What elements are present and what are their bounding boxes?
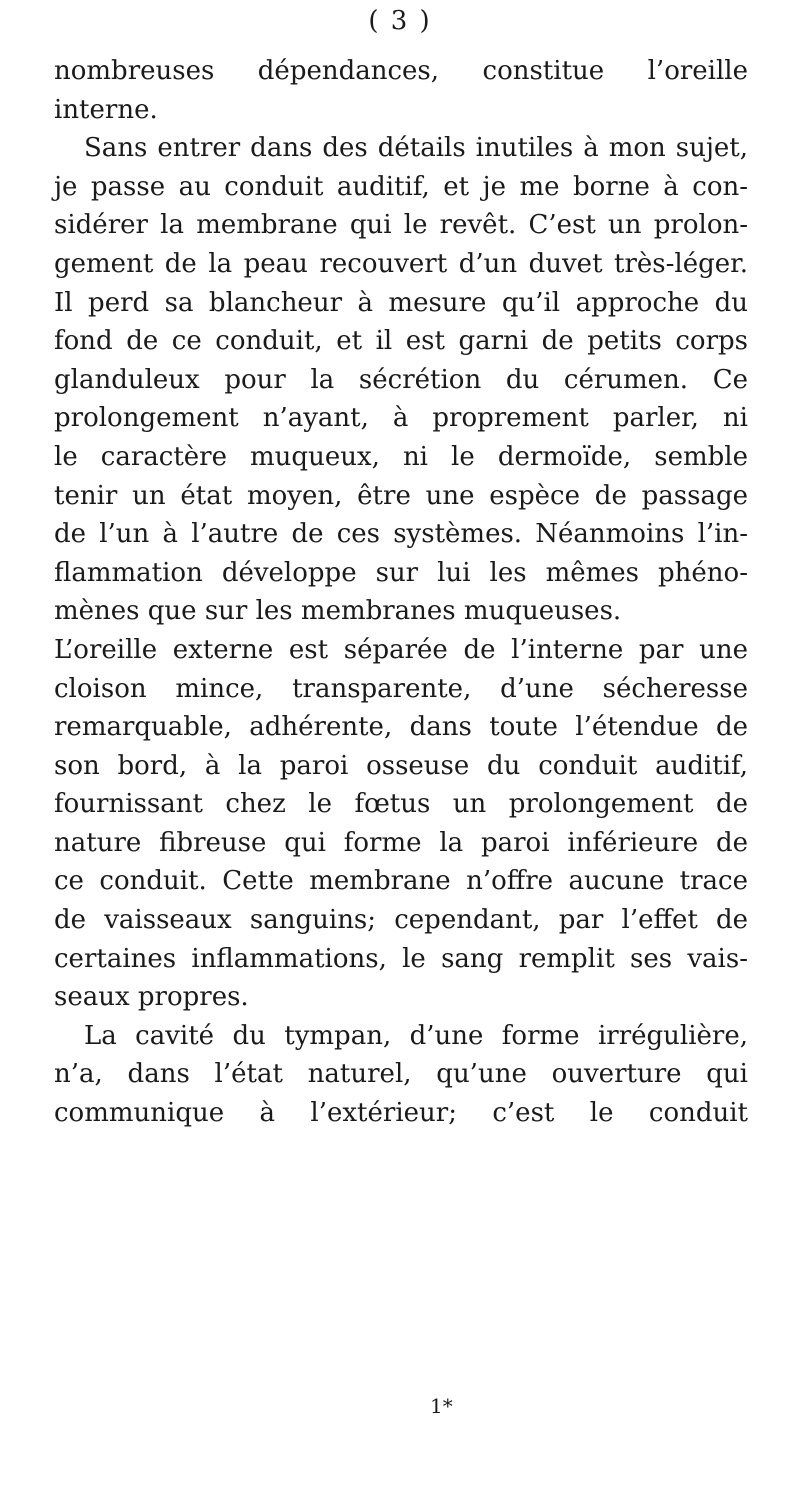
- text-line: glanduleux pour la sécrétion du cérumen. Ce: [54, 364, 748, 395]
- text-line: de l’un à l’autre de ces systèmes. Néanmoins l’in-: [54, 519, 748, 550]
- text-line: prolongement n’ayant, à proprement parler, ni: [54, 403, 748, 434]
- text-line: nombreuses dépendances, constitue l’oreille: [54, 56, 748, 86]
- page-number: ( 3 ): [368, 6, 432, 36]
- text-line: mènes que sur les membranes muqueuses.: [54, 596, 622, 627]
- paragraph-start-line: Sans entrer dans des détails inutiles à mon sujet,: [84, 133, 748, 164]
- text-line: son bord, à la paroi osseuse du conduit auditif,: [54, 750, 748, 781]
- text-line: de vaisseaux sanguins; cependant, par l’effet de: [54, 905, 748, 936]
- text-line: flammation développe sur lui les mêmes phéno-: [54, 557, 748, 588]
- text-line: nature fibreuse qui forme la paroi inférieure de: [54, 827, 748, 858]
- text-line: ce conduit. Cette membrane n’offre aucune trace: [54, 866, 748, 897]
- text-line: certaines inflammations, le sang remplit ses vais-: [54, 943, 748, 974]
- text-line: remarquable, adhérente, dans toute l’étendue de: [54, 712, 748, 743]
- text-line: fournissant chez le fœtus un prolongement de: [54, 789, 748, 820]
- text-line: communique à l’extérieur; c’est le conduit: [54, 1098, 748, 1129]
- text-line: seaux propres.: [54, 982, 249, 1013]
- text-line: sidérer la membrane qui le revêt. C’est un prolon-: [54, 210, 748, 241]
- text-line: tenir un état moyen, être une espèce de passage: [54, 480, 748, 511]
- paragraph-start-line: L’oreille externe est séparée de l’interne par une: [54, 634, 748, 665]
- paragraph-start-line: La cavité du tympan, d’une forme irrégulière,: [84, 1020, 748, 1051]
- text-line: n’a, dans l’état naturel, qu’une ouverture qui: [54, 1059, 748, 1090]
- text-line: le caractère muqueux, ni le dermoïde, semble: [54, 441, 748, 472]
- body-text: [54, 52, 748, 1133]
- text-line: interne.: [54, 94, 158, 125]
- text-line: je passe au conduit auditif, et je me borne à con-: [54, 171, 748, 202]
- signature-mark: 1*: [430, 1394, 453, 1418]
- text-line: Il perd sa blancheur à mesure qu’il approche du: [54, 287, 748, 318]
- text-line: gement de la peau recouvert d’un duvet très-léger.: [54, 248, 748, 279]
- text-line: fond de ce conduit, et il est garni de petits corps: [54, 326, 748, 357]
- text-line: cloison mince, transparente, d’une sécheresse: [54, 673, 748, 704]
